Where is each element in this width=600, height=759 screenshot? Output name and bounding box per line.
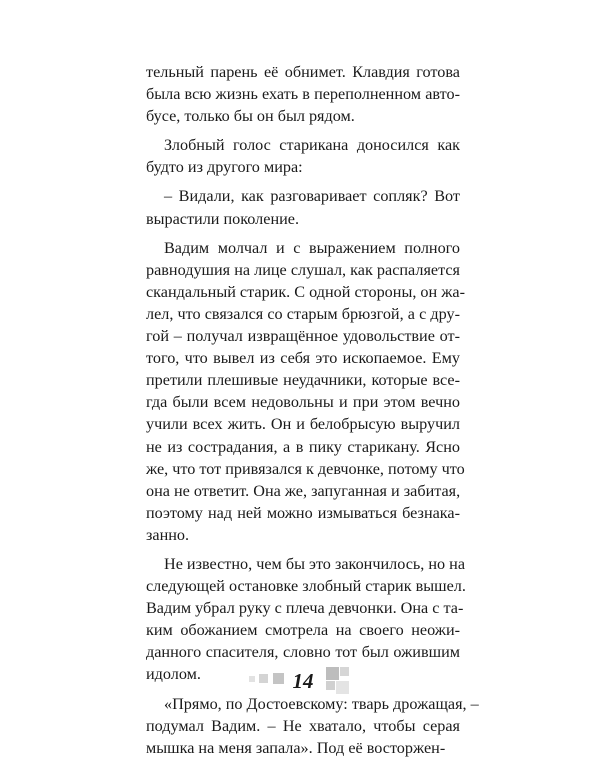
text-line: Злобный голос старикана доносился как	[164, 136, 460, 155]
text-line: будто из другого мира:	[146, 158, 303, 177]
text-line: мышка на меня запала». Под её восторжен-	[146, 738, 446, 757]
text-line: гой – получал извращённое удовольствие от-	[146, 327, 460, 346]
text-line: поэтому над ней можно измываться безнака-	[146, 503, 460, 522]
text-line: – Видали, как разговаривает сопляк? Вот	[164, 187, 460, 206]
paragraph	[146, 237, 465, 546]
text-line: данного спасителя, словно тот был ожившим	[146, 643, 460, 662]
decorative-square	[326, 681, 335, 690]
text-line: подумал Вадим. – Не хватало, чтобы серая	[146, 716, 460, 735]
text-line: тельный парень её обнимет. Клавдия готова	[146, 63, 460, 81]
text-line: же, что тот привязался к девчонке, потому что	[146, 459, 465, 478]
body-text	[146, 61, 479, 759]
text-line: лел, что связался со старым брюзгой, а с дру-	[146, 304, 460, 323]
text-line: она не ответит. Она же, запуганная и забитая,	[146, 481, 461, 500]
text-line: «Прямо, по Достоевскому: тварь дрожащая, –	[164, 694, 479, 713]
decorative-square	[336, 681, 349, 694]
text-line: не из сострадания, а в пику старикану. Ясно	[146, 437, 460, 456]
text-line: учили всех жить. Он и белобрысую выручил	[146, 415, 460, 434]
page-footer	[0, 664, 600, 700]
text-line: Не известно, чем бы это закончилось, но на	[164, 554, 466, 573]
decorative-square	[259, 674, 268, 683]
text-line: того, что вывел из себя это ископаемое. Ему	[146, 349, 460, 368]
text-line: претили плешивые неудачники, которые все-	[146, 371, 460, 390]
text-line: Вадим молчал и с выражением полного	[164, 238, 460, 257]
page-number: 14	[292, 669, 314, 693]
paragraph	[146, 185, 460, 229]
text-line: следующей остановке злобный старик вышел.	[146, 577, 466, 596]
decorative-square	[340, 667, 349, 676]
paragraph-gap	[146, 178, 460, 185]
text-line: Вадим убрал руку с плеча девчонки. Она с та-	[146, 599, 464, 618]
text-line: равнодушия на лице слушал, как распаляется	[146, 260, 460, 279]
text-line: гда были всем недовольны и при этом вечно	[146, 393, 460, 412]
text-line: была всю жизнь ехать в переполненном авто-	[146, 85, 460, 104]
text-line: бусе, только бы он был рядом.	[146, 107, 355, 126]
paragraph-gap	[146, 546, 460, 553]
paragraph	[146, 134, 460, 178]
text-line: вырастили поколение.	[146, 209, 300, 228]
text-line: скандальный старик. С одной стороны, он жа-	[146, 282, 465, 301]
paragraph-gap	[146, 230, 460, 237]
text-line: ким обожанием смотрела на своего неожи-	[146, 621, 460, 640]
decorative-square	[326, 667, 339, 680]
text-line: идолом.	[146, 665, 201, 684]
paragraph	[146, 693, 479, 759]
paragraph-gap	[146, 127, 460, 134]
paragraph	[146, 61, 460, 127]
text-line: занно.	[146, 525, 190, 544]
decorative-square	[249, 676, 255, 682]
